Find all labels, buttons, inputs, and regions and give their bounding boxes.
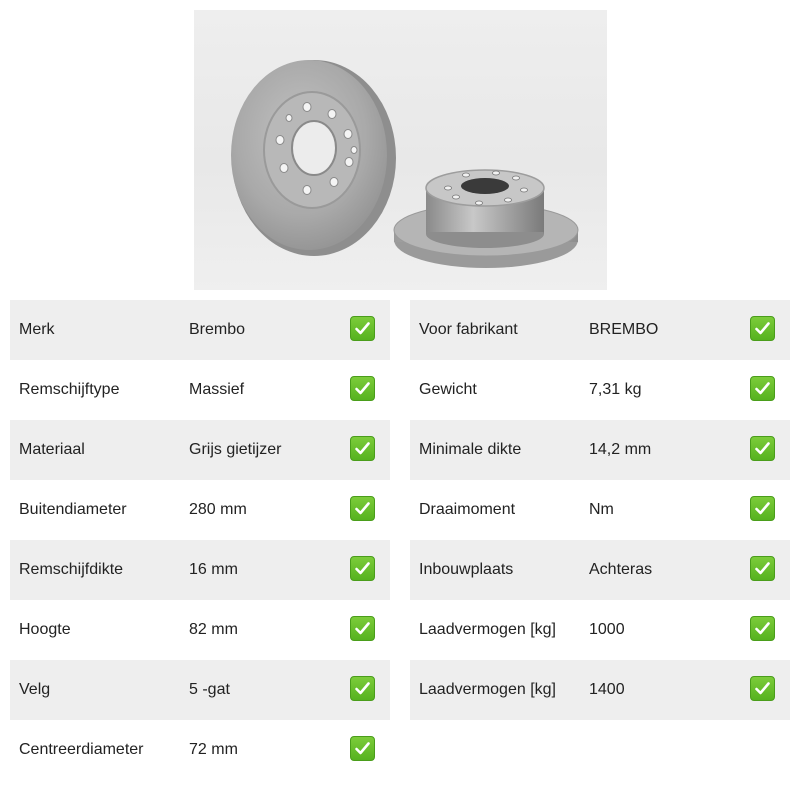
check-mark-icon xyxy=(750,556,775,581)
spec-value: 72 mm xyxy=(189,741,238,758)
spec-table-right xyxy=(410,300,790,720)
check-mark-icon xyxy=(350,616,375,641)
spec-label: Velg xyxy=(19,681,51,698)
spec-row xyxy=(10,480,390,540)
spec-label: Laadvermogen [kg] xyxy=(419,681,556,698)
check-mark-icon xyxy=(750,376,775,401)
spec-label: Centreerdiameter xyxy=(19,741,144,758)
spec-row xyxy=(410,540,790,600)
spec-label: Voor fabrikant xyxy=(419,321,518,338)
spec-label: Remschijftype xyxy=(19,381,120,398)
spec-row xyxy=(10,300,390,360)
check-mark-icon xyxy=(350,436,375,461)
spec-value: 82 mm xyxy=(189,621,238,638)
spec-value: 1000 xyxy=(589,621,625,638)
spec-label: Laadvermogen [kg] xyxy=(419,621,556,638)
check-mark-icon xyxy=(750,316,775,341)
spec-value: Nm xyxy=(589,501,614,518)
spec-label: Buitendiameter xyxy=(19,501,127,518)
check-mark-icon xyxy=(750,676,775,701)
spec-label: Inbouwplaats xyxy=(419,561,514,578)
spec-value: 1400 xyxy=(589,681,625,698)
check-mark-icon xyxy=(750,436,775,461)
check-mark-icon xyxy=(750,496,775,521)
spec-label: Draaimoment xyxy=(419,501,516,518)
spec-row xyxy=(410,660,790,720)
check-mark-icon xyxy=(350,736,375,761)
spec-value: 7,31 kg xyxy=(589,381,642,398)
spec-value: 280 mm xyxy=(189,501,247,518)
spec-row xyxy=(10,660,390,720)
spec-label: Hoogte xyxy=(19,621,71,638)
spec-row xyxy=(10,360,390,420)
spec-row xyxy=(10,540,390,600)
spec-row xyxy=(410,480,790,540)
check-mark-icon xyxy=(350,316,375,341)
spec-value: Brembo xyxy=(189,321,246,338)
spec-value: BREMBO xyxy=(589,321,659,338)
check-mark-icon xyxy=(350,496,375,521)
check-mark-icon xyxy=(350,556,375,581)
check-mark-icon xyxy=(750,616,775,641)
spec-row xyxy=(410,600,790,660)
product-image xyxy=(194,10,607,290)
spec-label: Materiaal xyxy=(19,441,85,458)
check-mark-icon xyxy=(350,376,375,401)
spec-row xyxy=(10,420,390,480)
spec-row xyxy=(10,720,390,780)
spec-value: 5 -gat xyxy=(189,681,230,698)
spec-row xyxy=(410,360,790,420)
spec-value: 14,2 mm xyxy=(589,441,652,458)
spec-label: Minimale dikte xyxy=(419,441,522,458)
spec-value: Massief xyxy=(189,381,245,398)
spec-label: Remschijfdikte xyxy=(19,561,124,578)
spec-label: Gewicht xyxy=(419,381,477,398)
spec-row xyxy=(410,420,790,480)
spec-row xyxy=(10,600,390,660)
spec-table-left xyxy=(10,300,390,780)
spec-value: Achteras xyxy=(589,561,653,578)
spec-value: Grijs gietijzer xyxy=(189,441,282,458)
spec-value: 16 mm xyxy=(189,561,238,578)
spec-label: Merk xyxy=(19,321,55,338)
spec-row xyxy=(410,300,790,360)
check-mark-icon xyxy=(350,676,375,701)
